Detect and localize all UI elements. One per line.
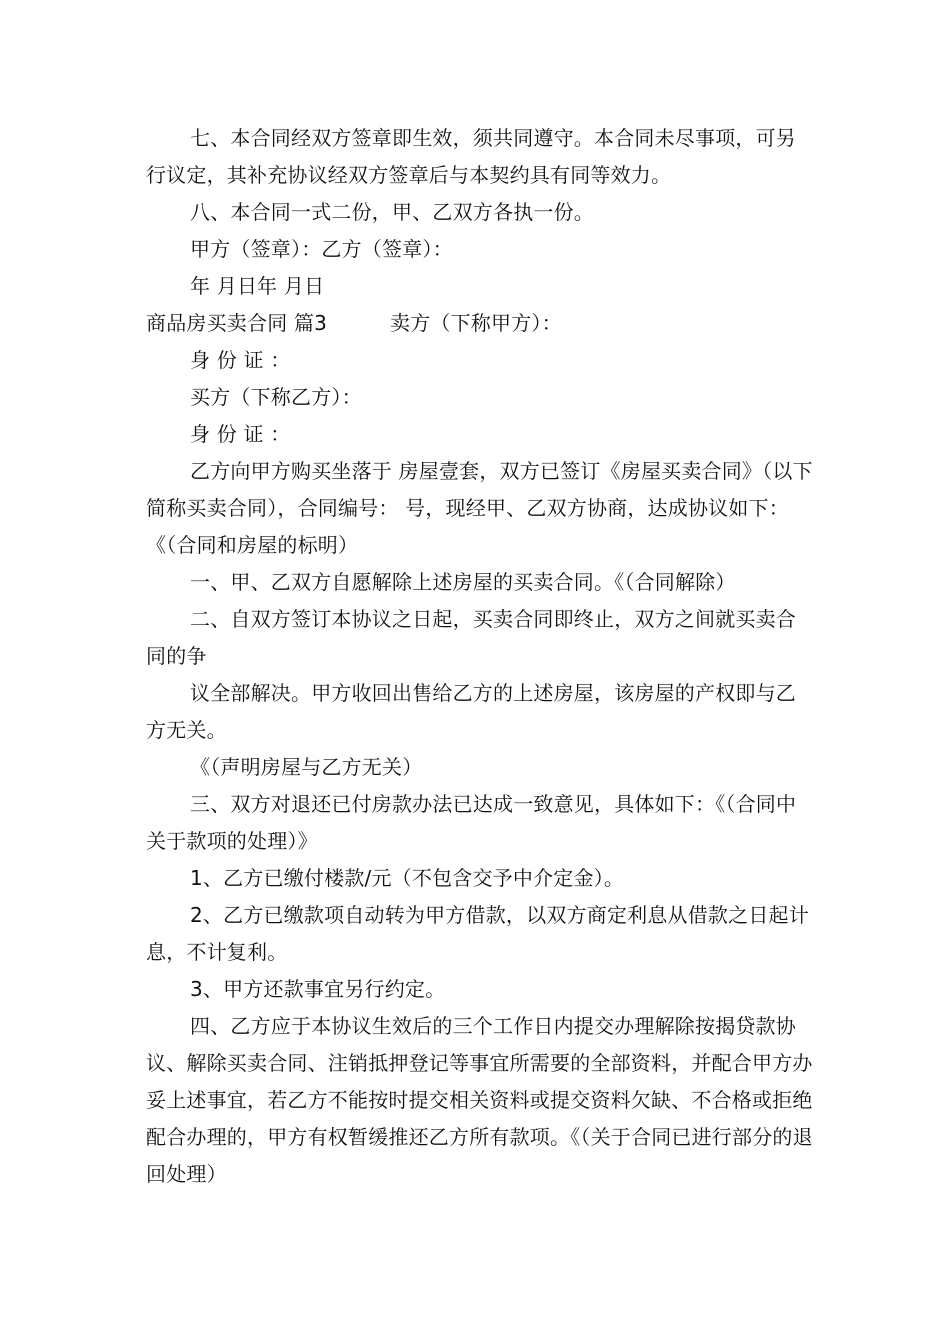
clause-4-documents: 四、乙方应于本协议生效后的三个工作日内提交办理解除按揭贷款协议、解除买卖合同、注销抵押登记等事宜所需要的全部资料，并配合甲方办妥上述事宜，若乙方不能按时提交相关资料或提交资料欠缺、不合格或拒绝配合办理的，甲方有权暂缓推还乙方所有款项。《（关于合同已进行部分的退回处理） bbox=[146, 1014, 813, 1186]
clause-7: 七、本合同经双方签章即生效，须共同遵守。本合同未尽事项，可另行议定，其补充协议经双方签章后与本契约具有同等效力。 bbox=[146, 126, 796, 187]
seller-label: 卖方（下称甲方）： bbox=[390, 311, 562, 335]
clause-3-item-3: 3、甲方还款事宜另行约定。 bbox=[190, 977, 446, 1001]
buyer-label: 买方（下称乙方）： bbox=[190, 385, 362, 409]
clause-2-part-a: 二、自双方签订本协议之日起，买卖合同即终止，双方之间就买卖合同的争 bbox=[146, 607, 796, 668]
signature-line: 甲方（签章）：乙方（签章）： bbox=[190, 237, 453, 261]
clause-3-item-1: 1、乙方已缴付楼款/元（不包含交予中介定金）。 bbox=[190, 866, 625, 890]
section-heading-line bbox=[146, 305, 816, 342]
section-title: 商品房买卖合同 篇3 bbox=[146, 311, 328, 335]
date-line: 年 月日年 月日 bbox=[190, 274, 325, 298]
clause-2-note: 《（声明房屋与乙方无关） bbox=[190, 755, 423, 779]
buyer-id-line: 身 份 证 ： bbox=[190, 422, 291, 446]
agreement-intro: 乙方向甲方购买坐落于 房屋壹套，双方已签订《房屋买卖合同》（以下简称买卖合同），合同编号： 号，现经甲、乙双方协商，达成协议如下：《（合同和房屋的标明） bbox=[146, 459, 813, 557]
clause-3-refund: 三、双方对退还已付房款办法已达成一致意见，具体如下：《（合同中关于款项的处理）》 bbox=[146, 792, 797, 853]
clause-1-termination: 一、甲、乙双方自愿解除上述房屋的买卖合同。《（合同解除） bbox=[190, 570, 736, 594]
seller-id-line: 身 份 证 ： bbox=[190, 348, 291, 372]
document-body bbox=[146, 120, 816, 1193]
clause-3-item-2: 2、乙方已缴款项自动转为甲方借款，以双方商定利息从借款之日起计息，不计复利。 bbox=[146, 903, 809, 964]
clause-8: 八、本合同一式二份，甲、乙双方各执一份。 bbox=[190, 200, 594, 224]
clause-2-part-b: 议全部解决。甲方收回出售给乙方的上述房屋，该房屋的产权即与乙方无关。 bbox=[146, 681, 796, 742]
